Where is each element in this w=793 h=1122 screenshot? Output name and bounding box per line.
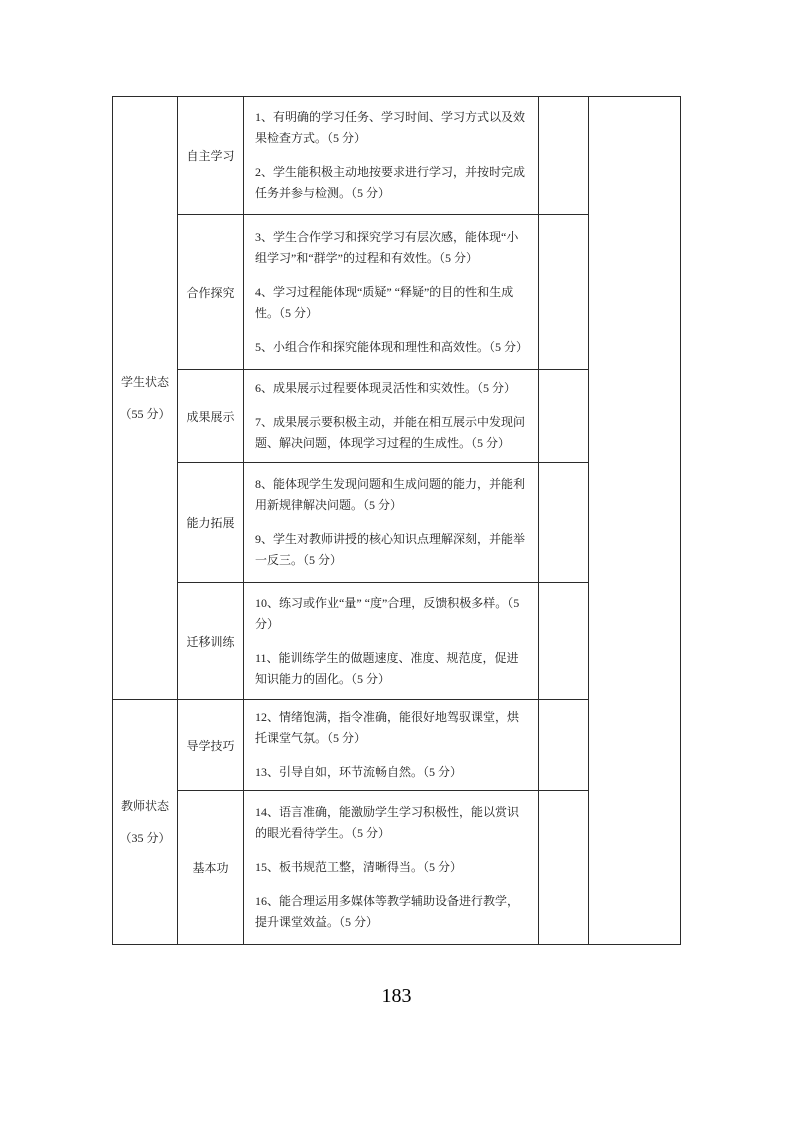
subcategory-cell-self-study xyxy=(178,97,244,215)
subcategory-cell-guiding-skill xyxy=(178,700,244,791)
score-cell xyxy=(539,463,589,583)
subcategory-cell-ability-expansion xyxy=(178,463,244,583)
score-cell xyxy=(539,215,589,370)
criteria-item: 4、学习过程能体现“质疑” “释疑”的目的性和生成性。（5 分） xyxy=(255,284,514,320)
criteria-cell xyxy=(244,97,539,215)
subcategory-label: 迁移训练 xyxy=(186,634,235,649)
category-label: 学生状态 xyxy=(120,374,169,389)
subcategory-label: 导学技巧 xyxy=(186,738,235,753)
subcategory-cell-transfer-training xyxy=(178,583,244,700)
category-cell-student-state xyxy=(113,97,178,700)
page-number: 183 xyxy=(381,985,412,1007)
score-cell xyxy=(539,700,589,791)
criteria-item: 1、有明确的学习任务、学习时间、学习方式以及效果检查方式。（5 分） xyxy=(255,110,526,145)
subcategory-label: 基本功 xyxy=(192,861,229,875)
criteria-item: 11、能训练学生的做题速度、准度、规范度，促进知识能力的固化。（5 分） xyxy=(255,650,519,686)
category-label: 教师状态 xyxy=(120,798,169,813)
subcategory-cell-basic-skill xyxy=(178,791,244,945)
score-cell xyxy=(539,97,589,215)
category-cell-teacher-state xyxy=(113,700,178,945)
criteria-item: 16、能合理运用多媒体等教学辅助设备进行教学，提升课堂效益。（5 分） xyxy=(255,894,520,929)
criteria-item: 3、学生合作学习和探究学习有层次感，能体现“小组学习”和“群学”的过程和有效性。（5 分） xyxy=(255,229,519,265)
criteria-item: 14、语言准确，能激励学生学习积极性，能以赏识的眼光看待学生。（5 分） xyxy=(255,805,520,840)
criteria-item: 8、能体现学生发现问题和生成问题的能力，并能利用新规律解决问题。（5 分） xyxy=(255,477,526,512)
criteria-item: 9、学生对教师讲授的核心知识点理解深刻，并能举一反三。（5 分） xyxy=(255,532,526,567)
remark-column-cell xyxy=(589,97,681,945)
subcategory-cell-result-presentation xyxy=(178,370,244,463)
criteria-item: 6、成果展示过程要体现灵活性和实效性。（5 分） xyxy=(255,381,517,395)
criteria-cell xyxy=(244,700,539,791)
category-score-label: （55 分） xyxy=(119,406,171,421)
score-cell xyxy=(539,370,589,463)
criteria-item: 5、小组合作和探究能体现和理性和高效性。（5 分） xyxy=(255,339,529,354)
subcategory-label: 合作探究 xyxy=(186,285,235,300)
criteria-cell xyxy=(244,370,539,463)
score-cell xyxy=(539,583,589,700)
criteria-cell xyxy=(244,463,539,583)
subcategory-label: 自主学习 xyxy=(186,149,235,163)
criteria-item: 7、成果展示要积极主动，并能在相互展示中发现问题、解决问题，体现学习过程的生成性。（5 分） xyxy=(255,415,526,450)
criteria-item: 15、板书规范工整，清晰得当。（5 分） xyxy=(255,860,463,874)
subcategory-cell-cooperative-inquiry xyxy=(178,215,244,370)
evaluation-rubric-table xyxy=(112,96,681,945)
criteria-item: 13、引导自如，环节流畅自然。（5 分） xyxy=(255,765,463,779)
category-score-label: （35 分） xyxy=(119,830,171,845)
subcategory-label: 成果展示 xyxy=(186,409,235,424)
criteria-item: 2、学生能积极主动地按要求进行学习，并按时完成任务并参与检测。（5 分） xyxy=(255,165,526,200)
criteria-item: 10、练习或作业“量” “度”合理，反馈积极多样。（5 分） xyxy=(255,595,520,631)
subcategory-label: 能力拓展 xyxy=(186,516,235,530)
table-row xyxy=(113,97,681,215)
criteria-item: 12、情绪饱满，指令准确，能很好地驾驭课堂，烘托课堂气氛。（5 分） xyxy=(255,710,520,745)
criteria-cell xyxy=(244,791,539,945)
criteria-cell xyxy=(244,583,539,700)
score-cell xyxy=(539,791,589,945)
criteria-cell xyxy=(244,215,539,370)
